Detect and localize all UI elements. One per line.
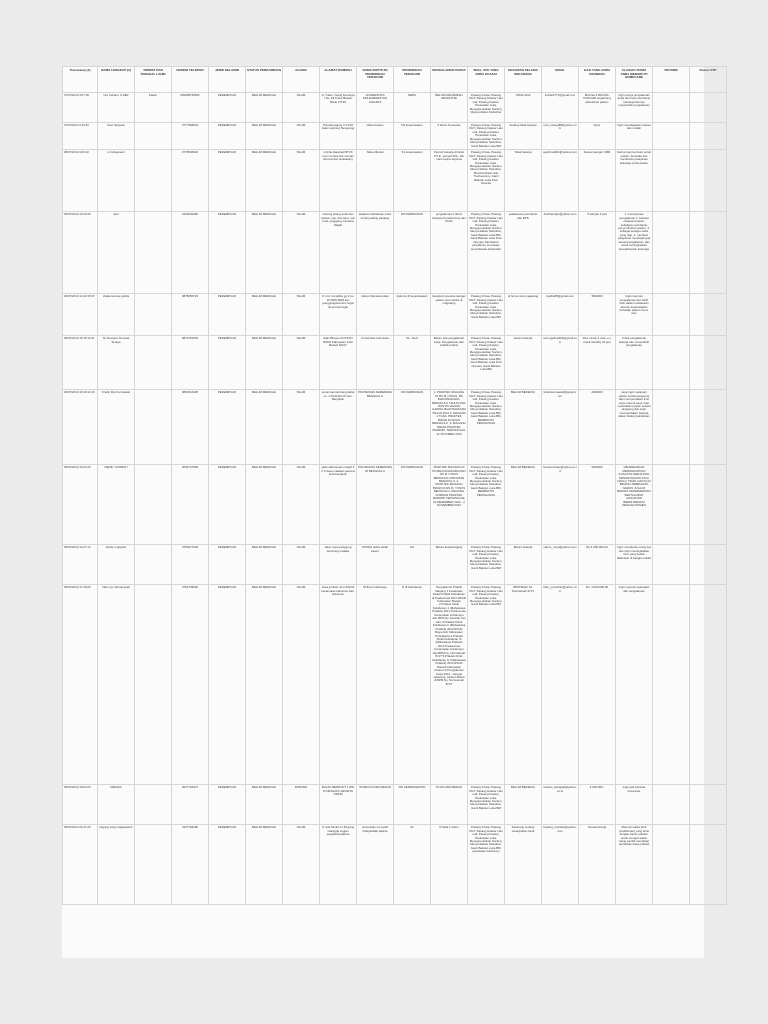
table-cell: 09/07/2014 18:03:20 [63,785,98,825]
table-cell: BELUM BEKERJA [505,390,542,465]
column-header: GAJI YANG ANDA INGINKAN [579,67,616,93]
table-cell: 081808765652 [172,93,209,123]
table-cell: BELUM MENIKAH [246,465,283,545]
table-cell: 09/07/2014 22:21:29 [63,825,98,905]
table-cell: Ingin punya pengalaman kerja dan bisa membantu keluarga lainnya menambah pengalaman [616,93,653,123]
table-cell [135,123,172,150]
table-cell: kayang_ricanawi@yahoo.com [542,825,579,905]
table-cell: Sekarang sedang melanjutkan studi [505,825,542,905]
table-cell: 0634747684 [172,465,209,545]
column-header: ALASAN UTAMA ANDA MENGIKUTI HOMECARE [616,67,653,93]
table-row [63,93,727,123]
table-cell: DI RS HAM MEDAN [431,785,468,825]
table-cell: Sri Novianty Dumata Sinaga [98,336,135,390]
table-cell: DIKARENAKAN MENINGKATKAN KUALITAS KERJA DAN PENGETAHUAN SAYA (SKILL) TIDAK HANYA DI BIDANG KEBIDANAN NAMUN JUGA DI BIDANG KEPERAWATAN SERTA DAPAT LANGSUNG BERINTERAKSI DENGAN PASIEN [616,465,653,545]
table-cell: 0764739592 [172,585,209,785]
table-cell [653,785,690,825]
table-cell: PEREMPUAN [209,336,246,390]
header-row [63,67,727,93]
table-cell: BELUM MENIKAH [246,212,283,294]
table-cell: stikes bhamada slawi [357,294,394,336]
table-cell: Jl.mali bambi no 39 gang Glanggia Jogjan pegukawa jakarei [320,825,357,905]
table-cell [653,390,690,465]
table-cell: Pasang Infusa, Pasang NGT, Pasang Kateter Lalu Lali, Pasang Kateter, Perawatan Luka, Mengoperasikan Suction, Menyuntikkan Nebulizer, Membersihkan dari Tracheotomy, Ganti Balutan Luka Post Operasi [468,150,505,212]
table-cell: PEREMPUAN [209,93,246,123]
table-cell: Rp.4.000.000,00 [579,545,616,585]
table-cell: 09/07/2014 14:27:13 [63,545,98,585]
table-cell: NERS [394,93,431,123]
table-cell: Lintung tulang anak dan kelpuk, sup, dan terer, sisi teret, jonggang sumasra Wajah [320,212,357,294]
table-cell: pengalaman 2 tahun bekerja di puskesmas dan Klinik [431,212,468,294]
table-cell: meishe_kubagati@yahoo.co.id [542,785,579,825]
table-cell: Klaten [135,93,172,123]
table-cell: ISLAM [283,585,320,785]
table-cell: BELUM MENIKAH [246,294,283,336]
table-cell: 09/07/2014 10:20:30 [63,212,98,294]
table-cell [653,336,690,390]
table-cell: ISLAM [283,150,320,212]
table-cell: ISLAM [283,465,320,545]
table-cell: BELUM MENIKAH [246,545,283,585]
table-cell: 0766377029 [172,545,209,585]
table-cell: pelaksanan pembantu dan BPS [505,212,542,294]
table-row [63,212,727,294]
table-cell: PEREMPUAN [209,465,246,545]
table-cell: 0863344325 [172,390,209,465]
table-row [63,785,727,825]
table-cell: 07/07/2014 9:19:40 [63,123,98,150]
table-cell: Pasang Infusa, Pasang NGT, Pasang Kateter Lalu Lali, Pasang Kateter, Perawatan Luka, Mengoperasikan Suction, Menyuntikkan Nebulizer, Ganti Balutan Luka BM, perawatan kolostomy [468,825,505,905]
table-cell: KRISTEN [283,785,320,825]
table-cell: BELUM MENIKAH [246,150,283,212]
table-cell: Neniyusmiaty@yahoo.co.id [542,465,579,545]
table-cell: DIII KEPERAWATAN [394,785,431,825]
table-cell [135,390,172,465]
column-header: JENIS KELAMIN [209,67,246,93]
table-cell [653,545,690,585]
table-cell: S1 [394,825,431,905]
table-cell [690,465,727,545]
table-row [63,336,727,390]
table-cell: ISLAM [283,294,320,336]
table-cell: 3000000 [579,465,616,545]
table-cell [653,123,690,150]
table-cell: 0152030066 [172,212,209,294]
table-cell: syafira80@gmail.com [542,294,579,336]
table-cell: Untuk pengalaman bekerja dan menambah pengalaman [616,336,653,390]
table-cell: 2000000 [579,390,616,465]
table-cell [135,336,172,390]
table-cell [690,123,727,150]
table-cell: di home care magelang [505,294,542,336]
column-header: KEGIATAN SELAMA SEKARANG [505,67,542,93]
table-cell: PEREMPUAN [209,825,246,905]
table-cell: 09/07/2014 15:15:13:41 [63,336,98,390]
column-header: ALAMAT DOMISILI [320,67,357,93]
table-cell: S1 - Ners [394,336,431,390]
table-cell: Jl. Tuder / Gang Kenanga I No. 63 Kranji Bekasi Barat 17135 [320,93,357,123]
table-cell: BELUM MENIKAH [246,123,283,150]
table-cell: ISLAM [283,825,320,905]
table-cell: 0627764347 [172,785,209,825]
table-cell: Ingin mencari pengalaman dan lebih tahu dalam melakukan asuhan keperawatan terhadap pasien home care [616,294,653,336]
table-cell: Belum bekerja [505,545,542,585]
table-cell: Pasang Infusa, Pasang NGT, Pasang Kateter Lalu Lali, Pasang Kateter, Perawatan Luka, Mengoperasikan Suction, Menyuntikkan Nebulizer, Ganti Balutan Luka BM, Ganti Balutan Luka Post Operasi, Ganti Balutan Luka BM [468,336,505,390]
column-header: PENDIDIKAN TERAKHIR [394,67,431,93]
table-cell: kayang indyo rakgawatuh [98,825,135,905]
table-cell: 0778006622 [172,150,209,212]
table-cell: Tidak bekerja [505,150,542,212]
table-cell: kristie mujiyanti [98,545,135,585]
table-cell: Kristin Dwi Kurniawati [98,390,135,465]
table-cell: 09/07/2014 17:18:29 [63,585,98,785]
table-cell: Ingin mencari pekerjaan dan pengalaman [616,585,653,785]
table-cell [653,585,690,785]
table-cell [690,825,727,905]
table-cell: BELUM MENIKAH [246,336,283,390]
table-cell: DIII KEBIDANAN [394,212,431,294]
table-cell: 3.000.000,- [579,785,616,825]
table-cell: ISLAM [283,212,320,294]
table-cell: Pasang Infusa, Pasang NGT, Pasang Kateter Lalu Lali, Pasang Kateter, Perawatan Luka, Mengoperasikan Suction, Menyuntikkan Nebulizer, Ganti Balutan Luka BM, MEMBANTU PERSALINAN [468,465,505,545]
column-header: Timestamp [1] [63,67,98,93]
table-cell: Mencari waktu libur (cuti/liburan) yang terisi dengan bantu praktek, untuk mengisi waktu luang sambil mendapat tambahan biaya pribadi [616,825,653,905]
table-cell: 5 sampai 4 juta [579,212,616,294]
table-body [63,93,727,905]
table-cell [690,585,727,785]
column-header: STATUS PERKAWINAN [246,67,283,93]
table-cell: BELUM MENIKAH [246,785,283,825]
table-cell: PEREMPUAN [209,785,246,825]
table-cell: POLTEKKES KEMENKES BENGKULU [357,390,394,465]
table-cell [690,785,727,825]
table-cell [690,336,727,390]
table-cell: Pondok jagung 3 X1/15 Jalan serpong Tangerang [320,123,357,150]
table-cell [690,545,727,585]
column-header: NAMA INSTITUSI PENDIDIKAN TERAKHIR [357,67,394,93]
table-cell: ISLAM [283,336,320,390]
table-cell: Irfan nyo rahmansyah [98,585,135,785]
table-row [63,390,727,465]
table-cell [135,785,172,825]
table-cell: novi.ageline503@gmail.com [542,336,579,390]
column-header: PIN BBM [653,67,690,93]
table-cell: Pernah bekerja di klinik 2.5 th, pernah 5thn. Hin mare tanpa serjama [431,150,468,212]
table-cell: Sedang tidak bekerja [505,123,542,150]
table-cell: 09/07/2014 16:10:14:16 [63,390,98,465]
table-cell: desa jumban rimo 001/02 kecamatan kebumen kab. kebumen [320,585,357,785]
table-cell: Sesuai kinerja [579,825,616,905]
table-cell: Novi hariyanti [98,123,135,150]
table-cell: Stikes Bantal [357,150,394,212]
table-cell: Asnihandayi@yahoo.com [542,212,579,294]
table-row [63,825,727,905]
table-cell: Ingin mendapatkan pasien dan mutlah [616,123,653,150]
table-cell: Pasang Infusa, Pasang NGT, Pasang Kateter Lalu Lali, Pasang Kateter, Perawatan Luka, Mengoperasikan Suction, Ganti Balutan Luka BM [468,585,505,785]
table-cell: BULAK BENDUNT 1 RW 8 CIRASATA JAKARTA TIMUR [320,785,357,825]
table-cell: 3500000 [579,294,616,336]
table-cell: Cici Indriani, S.KEP [98,93,135,123]
table-cell: BELUM MENIKAH [246,93,283,123]
table-cell: Pasang Infusa, Pasang NGT, Pasang Kateter Lalu Lali, Pasang Kateter, Perawatan Luka, Mengoperasikan Suction, Menyuntikkan Nebulizer, Ganti Balutan Luka BM, Ganti Balutan Luka BM, MEMBANTU PERSALINAN [468,390,505,465]
table-cell: belum bekerja [505,336,542,390]
table-cell: ISLAM [283,123,320,150]
table-cell: MEGINA [98,785,135,825]
table-cell: universitas nui syarif hidayatullah jakarta [357,825,394,905]
table-cell [690,150,727,212]
table-cell: TIDAK ADA [505,93,542,123]
table-cell: Plus minus 4 Juta +++ untuk standby 24 jam [579,336,616,390]
table-cell [690,390,727,465]
table-cell: DIII KEBIDANAN [394,465,431,545]
table-cell: Sprsr [579,123,616,150]
spreadsheet-page [62,66,717,958]
table-cell: Pasang Infusa, Pasang NGT, Pasang Kateter Lalu Lali, Pasang Kateter, Perawatan Luka, Mengoperasikan Suction, Menyuntikkan Nebulizer, Ganti Balutan Luka BM [468,545,505,585]
table-cell: Belum ada pengalaman kerja. Pengalaman dari praktik profesi [431,336,468,390]
table-cell: Jalan raya panggung kampung malaka [320,545,357,585]
table-cell: 3 tahun homecare [431,123,468,150]
table-cell: PEREMPUAN [209,390,246,465]
table-cell: DIII KEBIDANAN [394,390,431,465]
table-cell: NENIK YUSMIATI [98,465,135,545]
table-cell [653,212,690,294]
table-cell: STIKES FLORA MEDAN [357,785,394,825]
table-cell: 0137784282 [172,825,209,905]
table-cell: ISLAM [283,390,320,465]
table-cell: saya ingin melayani pasien secara langsung dan memperdalam ilmu saya, karena saya ingin merasakan pasien secara langsung dan ingin memperdalam bekerja dalam bidang kebidanan [616,390,653,465]
table-cell [135,585,172,785]
table-cell: D III Kebidanan [394,585,431,785]
table-cell [135,465,172,545]
table-cell: BELUM MENIKAH [246,390,283,465]
table-cell: irfan_ryunichar@yahoo.com [542,585,579,785]
table-cell [653,465,690,545]
table-cell: PEREMPUAN [209,585,246,785]
column-header: NOMOR TELEPON [172,67,209,93]
table-cell [135,545,172,585]
column-header: AGAMA [283,67,320,93]
table-cell: Pasang Infusa, Pasang NGT, Pasang Kateter Lalu Lali, Pasang Kateter, Perawatan Luka, Mengoperasikan Suction, Menyuntikkan Nebulizer, Ganti Balutan Luka BM, Ganti Balutan Luka Post Operasi, Membantu persalinan, imunisasi, pemeriksaan kehamilan [468,212,505,294]
table-cell: asni [98,212,135,294]
table-cell: 07/07/2014 3:07:09 [63,93,98,123]
table-cell: ISLAM [283,93,320,123]
table-cell: ingin jadi perawat homecare [616,785,653,825]
table-cell: BPM Bidan NL Nurmaimah B.ST [505,585,542,785]
table-cell: S1 keperawatan [394,150,431,212]
table-cell: D3 keperawatan [394,123,431,150]
responses-table [62,66,727,905]
table-cell: PEREMPUAN [209,150,246,212]
table-cell [653,294,690,336]
table-cell: 09/07/2014 15:23:29 [63,465,98,545]
column-header: Nomor KTP [690,67,727,93]
table-cell: PEREMPUAN [209,545,246,585]
table-cell: Rp. 4.000.000,00 [579,585,616,785]
table-cell: Minimal 3.000.000-5.000.000 tergantung kebutuhan pasien [579,93,616,123]
table-cell: PEREMPUAN [209,123,246,150]
table-row [63,465,727,545]
column-header: TEMPAT DAN TANGGAL LAHIR [135,67,172,93]
table-cell: Pasang Infusa, Pasang NGT, Pasang Kateter Lalu Lali, Pasang Kateter, Perawatan Luka, Mengoperasikan Suction, Menyuntikkan Nebulizer [468,93,505,123]
table-cell: 08/07/2014 9:06:22 [63,150,98,212]
column-header: NAMA LENGKAP [2] [98,67,135,93]
table-cell: Belum kerja/magang [431,545,468,585]
table-cell: sri rahayuanti [98,150,135,212]
column-header: EMAIL [542,67,579,93]
table-cell: 09/07/2014 14:22:15:37 [63,294,98,336]
column-header: SKILL APA YANG ANDA KUASAI [468,67,505,93]
table-cell: chaila rexmia syafira [98,294,135,336]
table-cell [135,825,172,905]
table-cell: Pasang Infusa, Pasang NGT, Pasang Kateter Lalu Lali, Pasang Kateter, Perawatan Luka, Mengoperasikan Suction, Menyuntikkan Nebulizer, Ganti Balutan Luka BM [468,294,505,336]
table-cell: Jalan Bhesar 22 RT03 / RW02 Kabupaten Kota Bekasi 52217 [320,336,357,390]
table-cell: Ingin membantu orang tua dan ingin meningkatkan ilmu yang sudah dilakukan di bangku kuliah [616,545,653,585]
table-cell: 0878656723 [172,294,209,336]
table-cell: indriani777@gmail.com [542,93,579,123]
table-cell [653,150,690,212]
table-cell: ayahrima661@yahoo.com [542,150,579,212]
table-cell: bekerja homecare dengan pasien post stroke di magelang [431,294,468,336]
table-row [63,545,727,585]
table-row [63,294,727,336]
table-cell: stikes banten [357,123,394,150]
table-cell: Karna ingin bermain untuk pasien, bersedia dan membantu pelayanan keluarga untuk pasien [616,150,653,212]
table-cell: BELUM BEKERJA [505,465,542,545]
table-cell: akademi kebidanan mare lernjit padang panjang [357,212,394,294]
table-cell: diploma III keperawatan [394,294,431,336]
table-cell [690,93,727,123]
table-cell: 1. memperluas pengalaman 2. bekerja melayani pasien, sekaligus membantu penyembuhan pasien, 3. sebagai tenaga medis yang siap, 4. memberi pelayanan mendapat gaji sesuai pengalaman, dan untuk meningkatkan kesejahteraan keluarga [616,212,653,294]
table-cell [653,93,690,123]
table-cell: UNIVERSITAS MUHAMMADIYAH JAKARTA [357,93,394,123]
table-cell: ISLAM [283,545,320,585]
table-cell: BELUM MENIKAH [246,825,283,905]
table-cell: BELUM BEKERJA [505,785,542,825]
table-cell: Praktik 1 tahun [431,825,468,905]
table-cell: perumnas lambang kabal no. 1 Rt.03 Rw.07 kec. Bengkulu [320,390,357,465]
table-cell: Pasang Infusa, Pasang NGT, Pasang Kateter Lalu Lali, Pasang Kateter, Perawatan Luka, Mengoperasikan Suction, Menyuntikkan Nebulizer, Ganti Balutan Luka BM [469,123,503,148]
table-cell: Jl. Ind. condeble gg 3 no. 19 RW6 RW3 kel. panggungamuntun tegal timur kota tegal [320,294,357,336]
table-cell: novi_nwong88@yahoo.com [542,123,579,150]
table-cell: PEREMPUAN [209,294,246,336]
column-header: PENGALAMAN KERJA [431,67,468,93]
table-cell: BELUM ADA/FRESH GRADUATE [431,93,468,123]
table-row [63,585,727,785]
table-cell: yahoo_rurya@yahoo.com [542,545,579,585]
table-cell: jalan kabinaman masjid 3 rt 4 desa malasan pasmat kota bengkulu [320,465,357,545]
table-cell [135,150,172,212]
table-cell [653,825,690,905]
table-cell: Pengalaman Praktik Magang 1 Kesehatan Dasar Praktik Kebidanan di Puskesmas 2011 RSUD Kabupaten Bekasi 2.Praktek Klinik Kebidanan 1 (Mahasiswa Praktek) 2011 Puskesmas Kecamatan Indramayu dan BPM Ny. Darsiah Jan Alim 3.Praktek Klinik Kebidanan II (Mahasiswa Praktek) 2012 RSUD Bayu Asih Kabupaten Purwakarta 4.Praktek Klinik Kebidanan III (Mahasiswa Praktek) 2012 Puskesmas Kecamatan Indramayu dan BPM Ny. Nurmaimah B.ST 5.Praktek Klinik Kebidanan IV (Mahasiswa Praktek) 2013 RSUD Daerah Kabupaten Cirebon 6.Pengalaman Kerja 2013 - sampai sekarang, Asisten Bidan di BPM Ny. Nurmaimah B.ST [431,585,468,785]
table-cell [135,212,172,294]
table-row [63,123,727,150]
table-cell: STIKES ukhra tanah kasou [357,545,394,585]
table-cell [690,294,727,336]
table-cell: D3 [394,545,431,585]
table-cell [135,294,172,336]
table-row [63,150,727,212]
table-cell: Griyha Hapahati BTVII xxxx menteri link mentari link bumbul serasasing [320,150,357,212]
table-cell: POLTEKKES KEMENKES RI BENGKULU [357,465,394,545]
table-cell: 0777968624 [172,123,209,150]
table-cell: BELUM MENIKAH [246,585,283,785]
table-cell [690,212,727,294]
table-cell: STIKes Indramayu [357,585,394,785]
table-cell: PRAKTEK MAGANG DI RS BHAYANGKARA DAN RS M YUNUS BENGKULU PROVINSI BENGKULU, 2. PRAKTEK MAGANG BIDAN DI RS M. YUNUS BENGKULU, MAGANG DI BIDAN PRAKTEK MANDIRI TERTANGGAL 23 DESEMBER 2013 - 2 NOVEMBER 2013 [431,465,468,545]
table-cell: Sesuai dengan UMR [579,150,616,212]
table-cell: Universitas Indonesia [357,336,394,390]
table-cell: 1. PRAKTEK MAGANG DI RS M.YUNUS, RS BHAYANGKARA, BENGKULU TAHUN 2011 DAN RS HAGAN GADING BHAYANGKARA TAHUN 2012 2. MAGANG 1 TGKA. PRAKTEK BIDAN DI SIVAS BENGKULU, 3. MAGANG BIDAN PRAKTEK MANDIRI, TERTANGGAL 12 OKTOBER 2013 [431,390,468,465]
table-cell: Pasang Infusa, Pasang NGT, Pasang Kateter Lalu Lali, Pasang Kateter, Perawatan Luka, Mengoperasikan Suction, Menyuntikkan Nebulizer, Ganti Balutan Luka BM [468,785,505,825]
table-cell: kristinkurniawati@gmail.com [542,390,579,465]
table-cell: 0873152653 [172,336,209,390]
table-cell: PEREMPUAN [209,212,246,294]
